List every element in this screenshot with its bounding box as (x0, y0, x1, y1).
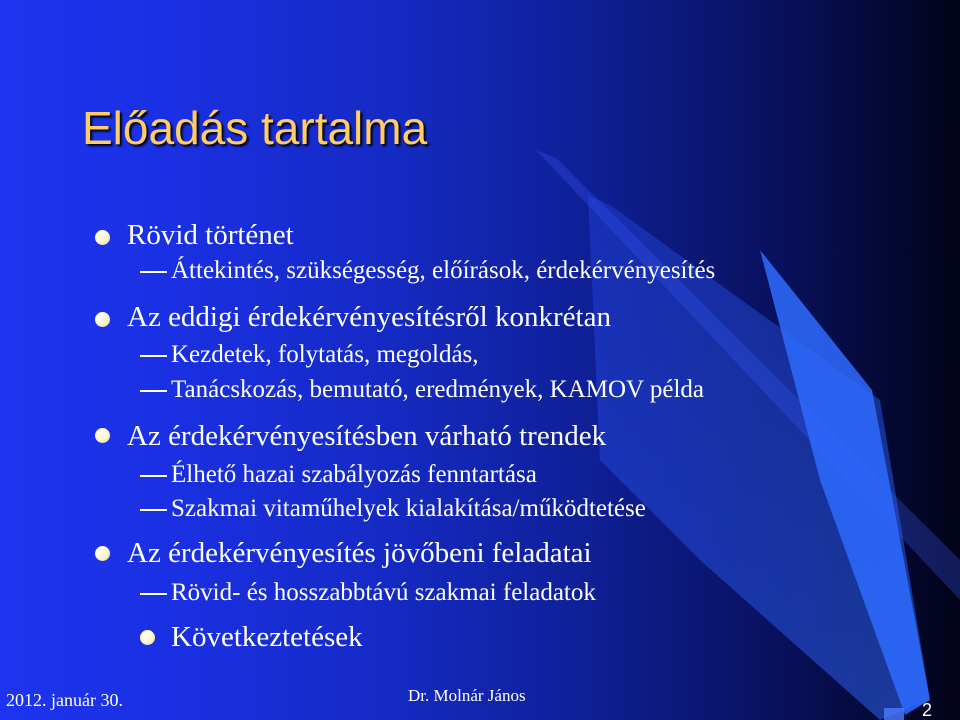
bullet-dot-icon (140, 630, 155, 645)
sub-item-text: Tanácskozás, bemutató, eredmények, KAMOV példa (171, 376, 705, 403)
dash-icon (140, 593, 167, 595)
slide-title: Előadás tartalma (82, 102, 428, 154)
bullet-dot-icon (95, 546, 110, 561)
bullet-dot-icon (95, 312, 110, 327)
sub-item-text: Áttekintés, szükségesség, előírások, érdekérvényesítés (171, 257, 716, 284)
dash-icon (140, 390, 167, 392)
dash-icon (140, 355, 167, 357)
bullet-text: Az eddigi érdekérvényesítésről konkrétan (127, 301, 611, 333)
footer-author: Dr. Molnár János (408, 686, 526, 705)
sub-item-text: Élhető hazai szabályozás fenntartása (171, 461, 537, 488)
sub-item-text: Szakmai vitaműhelyek kialakítása/működtetése (171, 495, 646, 522)
bullet-text: Az érdekérvényesítésben várható trendek (127, 420, 607, 452)
dash-icon (140, 509, 167, 511)
bullet-text: Az érdekérvényesítés jövőbeni feladatai (127, 537, 592, 569)
bullet-text: Rövid történet (127, 219, 294, 251)
sub-item-text: Kezdetek, folytatás, megoldás, (171, 341, 479, 368)
corner-marker-shape (884, 708, 904, 720)
dash-icon (140, 271, 167, 273)
page-number: 2 (922, 700, 933, 720)
bullet-dot-icon (95, 428, 110, 443)
footer-date: 2012. január 30. (6, 690, 123, 710)
sub-item-text: Rövid- és hosszabbtávú szakmai feladatok (171, 579, 596, 606)
bullet-text: Következtetések (171, 621, 363, 653)
bullet-dot-icon (95, 230, 110, 245)
dash-icon (140, 475, 167, 477)
